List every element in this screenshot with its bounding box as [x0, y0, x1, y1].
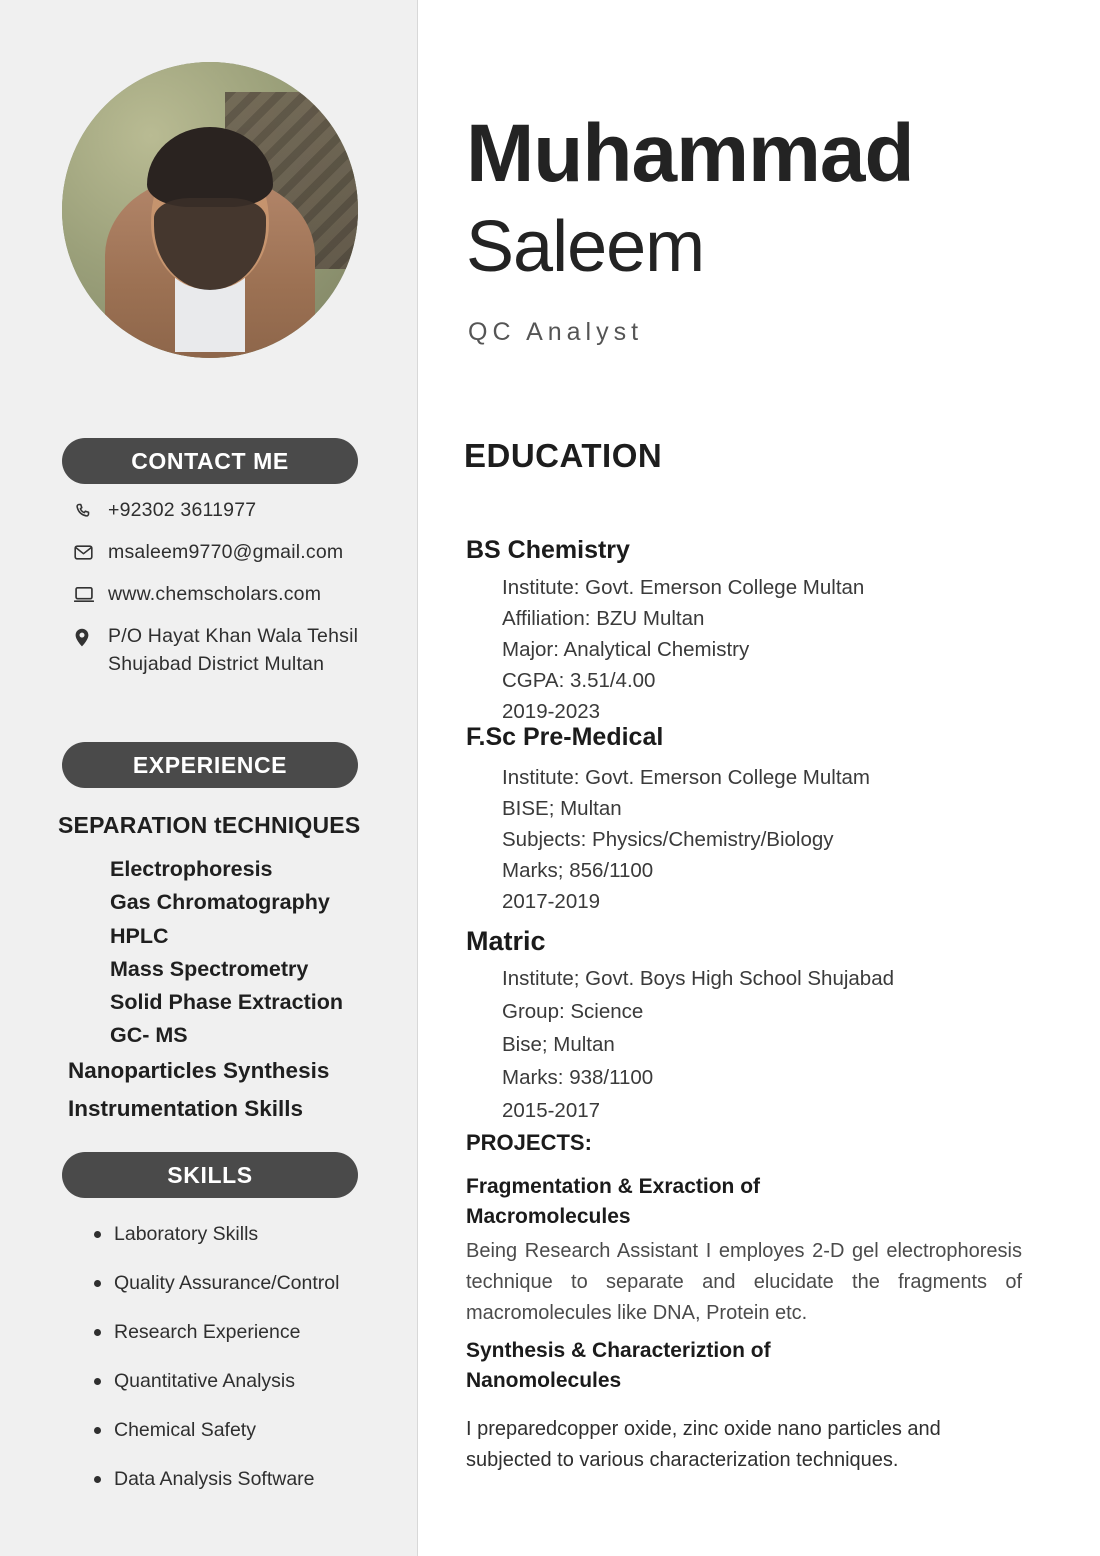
- contact-phone-value[interactable]: +92302 3611977: [108, 499, 257, 521]
- experience-sub-item: HPLC: [110, 924, 169, 948]
- education-detail-line: Bise; Multan: [502, 1033, 615, 1056]
- education-detail-line: Major: Analytical Chemistry: [502, 638, 750, 661]
- education-section-title: EDUCATION: [464, 437, 663, 474]
- education-degree: F.Sc Pre-Medical: [466, 723, 664, 751]
- page-title-last-name: Saleem: [466, 207, 705, 287]
- list-item: Research Experience: [114, 1320, 412, 1344]
- contact-email-value[interactable]: msaleem9770@gmail.com: [108, 541, 344, 563]
- contact-heading: CONTACT ME: [62, 438, 358, 484]
- contact-row-website: [74, 580, 404, 608]
- contact-website-value[interactable]: www.chemscholars.com: [108, 583, 322, 605]
- project-title: Fragmentation & Exraction of Macromolecules: [466, 1175, 761, 1228]
- education-degree: BS Chemistry: [466, 536, 630, 564]
- contact-row-phone: [74, 496, 404, 524]
- education-detail-line: Group: Science: [502, 1000, 644, 1023]
- experience-sub-item: Electrophoresis: [110, 857, 273, 881]
- main-content: [418, 0, 1100, 1556]
- education-detail-line: Marks; 856/1100: [502, 859, 654, 882]
- education-details: [502, 572, 864, 727]
- project-description: I preparedcopper oxide, zinc oxide nano particles and subjected to various characterization techniques.: [466, 1418, 941, 1471]
- list-item: Laboratory Skills: [114, 1222, 412, 1246]
- projects-label: PROJECTS:: [466, 1130, 592, 1155]
- location-icon: [74, 622, 108, 647]
- experience-sub-item: Mass Spectrometry: [110, 957, 309, 981]
- education-detail-line: Institute: Govt. Emerson College Multam: [502, 766, 871, 789]
- list-item: Chemical Safety: [114, 1418, 412, 1442]
- email-icon: [74, 538, 108, 561]
- website-icon: [74, 580, 108, 603]
- experience-heading: EXPERIENCE: [62, 742, 358, 788]
- project-description: Being Research Assistant I employes 2-D gel electrophoresis technique to separate and elucidate the fragments of macromolecules like DNA, Protein etc.: [466, 1240, 1022, 1324]
- sidebar: [0, 0, 418, 1556]
- education-detail-line: 2015-2017: [502, 1099, 601, 1122]
- job-title: QC Analyst: [468, 318, 644, 346]
- education-detail-line: 2019-2023: [502, 700, 601, 723]
- skills-heading: SKILLS: [62, 1152, 358, 1198]
- education-detail-line: CGPA: 3.51/4.00: [502, 669, 656, 692]
- experience-main-item: Nanoparticles Synthesis: [68, 1058, 330, 1083]
- contact-row-email: [74, 538, 404, 566]
- experience-group-title: SEPARATION tECHNIQUES: [58, 812, 361, 838]
- skills-list: [92, 1222, 412, 1516]
- contact-list: [74, 496, 404, 692]
- education-detail-line: BISE; Multan: [502, 797, 622, 820]
- education-detail-line: 2017-2019: [502, 890, 601, 913]
- education-detail-line: Institute; Govt. Boys High School Shujabad: [502, 967, 895, 990]
- education-detail-line: Affiliation: BZU Multan: [502, 607, 705, 630]
- education-degree: Matric: [466, 926, 546, 956]
- phone-icon: [74, 496, 108, 519]
- education-details: [502, 762, 870, 917]
- education-details: [502, 962, 894, 1127]
- list-item: Data Analysis Software: [114, 1467, 412, 1491]
- education-detail-line: Marks: 938/1100: [502, 1066, 654, 1089]
- experience-main-item: Instrumentation Skills: [68, 1096, 304, 1121]
- experience-sub-item: Solid Phase Extraction: [110, 990, 343, 1014]
- avatar: [62, 62, 358, 358]
- education-detail-line: Institute: Govt. Emerson College Multan: [502, 576, 865, 599]
- experience-sub-item: Gas Chromatography: [110, 890, 330, 914]
- project-title: Synthesis & Characteriztion of Nanomolecules: [466, 1339, 771, 1392]
- experience-sub-item: GC- MS: [110, 1023, 188, 1047]
- contact-address-value[interactable]: P/O Hayat Khan Wala Tehsil Shujabad District Multan: [108, 625, 359, 675]
- contact-row-address: [74, 622, 404, 678]
- list-item: Quantitative Analysis: [114, 1369, 412, 1393]
- list-item: Quality Assurance/Control: [114, 1271, 412, 1295]
- page-title-first-name: Muhammad: [466, 108, 914, 199]
- education-detail-line: Subjects: Physics/Chemistry/Biology: [502, 828, 834, 851]
